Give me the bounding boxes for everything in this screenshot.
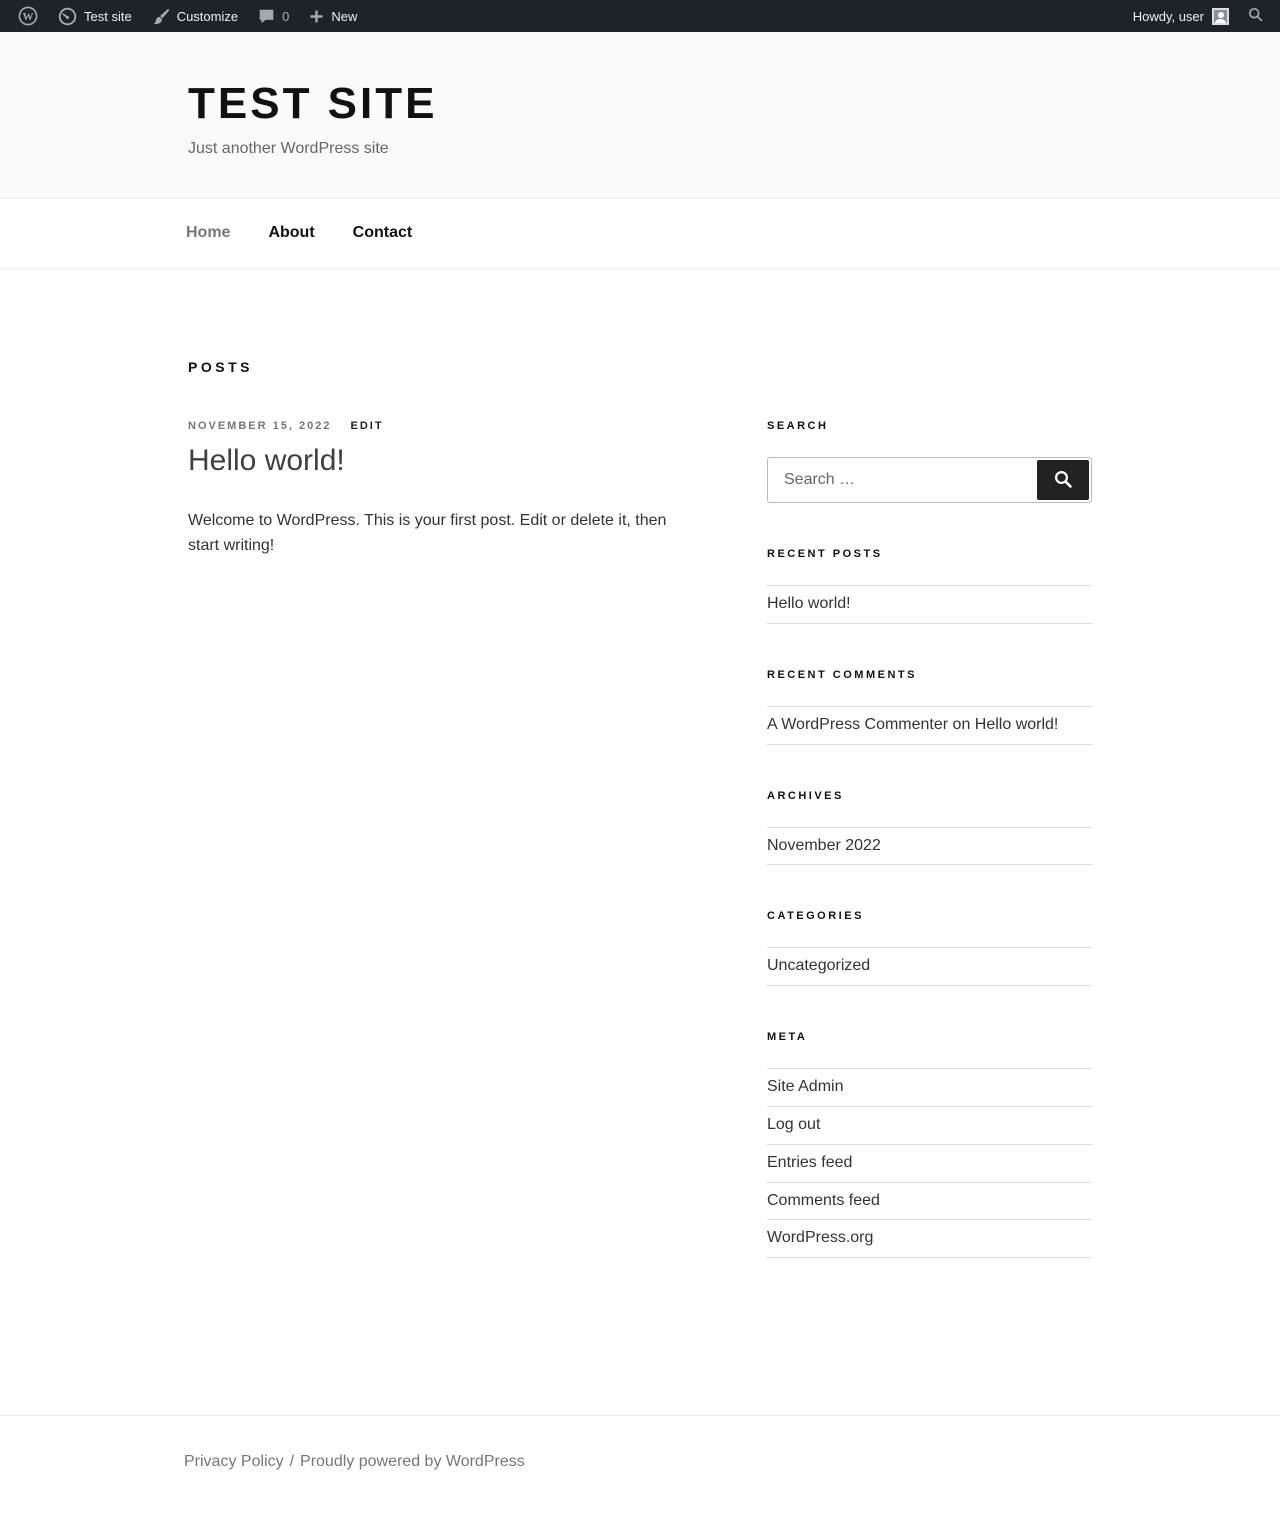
nav-item-about[interactable]: About — [268, 224, 315, 241]
search-icon — [1053, 469, 1073, 492]
customize-button[interactable] — [142, 0, 248, 32]
archives-list — [767, 827, 1092, 866]
archive-link[interactable]: November 2022 — [767, 828, 1092, 866]
sidebar — [767, 269, 1092, 1303]
site-title[interactable]: TEST SITE — [188, 79, 438, 128]
categories-list — [767, 947, 1092, 986]
page-title: POSTS — [188, 359, 253, 375]
primary-navigation — [0, 199, 1280, 269]
powered-by-link[interactable]: Proudly powered by WordPress — [300, 1453, 525, 1471]
my-account-menu[interactable] — [1123, 8, 1239, 25]
nav-item-contact[interactable]: Contact — [352, 224, 413, 241]
meta-link[interactable]: Entries feed — [767, 1145, 1092, 1183]
recent-comment-item — [767, 707, 1092, 745]
search-submit-button[interactable] — [1037, 460, 1089, 500]
plus-icon — [309, 9, 324, 24]
comment-author-link[interactable]: A WordPress Commenter — [767, 715, 949, 733]
post-edit-link[interactable]: EDIT — [350, 420, 384, 432]
meta-link[interactable]: Log out — [767, 1107, 1092, 1145]
archives-title: ARCHIVES — [767, 789, 844, 802]
admin-bar-site-name: Test site — [84, 8, 132, 24]
howdy-text: Howdy, user — [1132, 8, 1204, 24]
site-header — [0, 32, 1280, 199]
meta-link[interactable]: WordPress.org — [767, 1220, 1092, 1258]
wordpress-logo-icon — [18, 6, 38, 26]
dashboard-gauge-icon — [58, 7, 77, 26]
search-form — [767, 457, 1092, 503]
recent-comments-title: RECENT COMMENTS — [767, 668, 917, 681]
recent-post-link[interactable]: Hello world! — [767, 586, 1092, 624]
archives-widget — [767, 790, 1092, 866]
recent-comments-list — [767, 706, 1092, 745]
post-date[interactable]: NOVEMBER 15, 2022 — [188, 420, 332, 432]
site-tagline: Just another WordPress site — [188, 140, 389, 158]
nav-item-home[interactable]: Home — [186, 224, 231, 241]
meta-link[interactable]: Comments feed — [767, 1183, 1092, 1221]
customize-label: Customize — [176, 8, 239, 24]
privacy-policy-link[interactable]: Privacy Policy — [184, 1453, 284, 1471]
category-link[interactable]: Uncategorized — [767, 948, 1092, 986]
new-content-button[interactable] — [299, 0, 367, 32]
comments-button[interactable] — [248, 0, 299, 32]
meta-list — [767, 1068, 1092, 1258]
search-widget-title: SEARCH — [767, 420, 829, 432]
comment-post-link[interactable]: Hello world! — [974, 715, 1059, 733]
svg-text:W: W — [22, 11, 34, 23]
post-body: Welcome to WordPress. This is your first post. Edit or delete it, then start writing! — [188, 512, 667, 554]
recent-posts-title: RECENT POSTS — [767, 548, 883, 560]
search-icon — [1247, 11, 1264, 26]
recent-posts-list — [767, 585, 1092, 624]
comment-connector: on — [948, 715, 975, 733]
admin-bar — [0, 0, 1280, 32]
new-label: New — [331, 8, 358, 24]
admin-bar-site-menu[interactable] — [48, 0, 142, 32]
wordpress-menu-button[interactable] — [8, 0, 48, 32]
recent-comments-widget — [767, 669, 1092, 745]
comments-count: 0 — [282, 8, 290, 24]
paintbrush-icon — [152, 7, 170, 25]
categories-title: CATEGORIES — [767, 910, 864, 923]
meta-widget — [767, 1031, 1092, 1258]
meta-title: META — [767, 1031, 808, 1044]
user-avatar — [1212, 8, 1229, 25]
recent-posts-widget — [767, 548, 1092, 624]
meta-link[interactable]: Site Admin — [767, 1069, 1092, 1107]
footer-separator: / — [289, 1453, 295, 1471]
post-title[interactable]: Hello world! — [188, 444, 345, 477]
search-widget — [767, 420, 1092, 503]
admin-bar-left — [8, 0, 367, 32]
site-footer — [0, 1415, 1280, 1513]
content-area — [0, 269, 1280, 1303]
post-meta — [188, 420, 690, 432]
comment-bubble-icon — [258, 8, 275, 25]
post-article — [188, 420, 690, 559]
categories-widget — [767, 910, 1092, 986]
admin-bar-search-button[interactable] — [1239, 6, 1272, 26]
admin-bar-right — [1123, 0, 1272, 32]
main-column — [188, 269, 690, 1303]
